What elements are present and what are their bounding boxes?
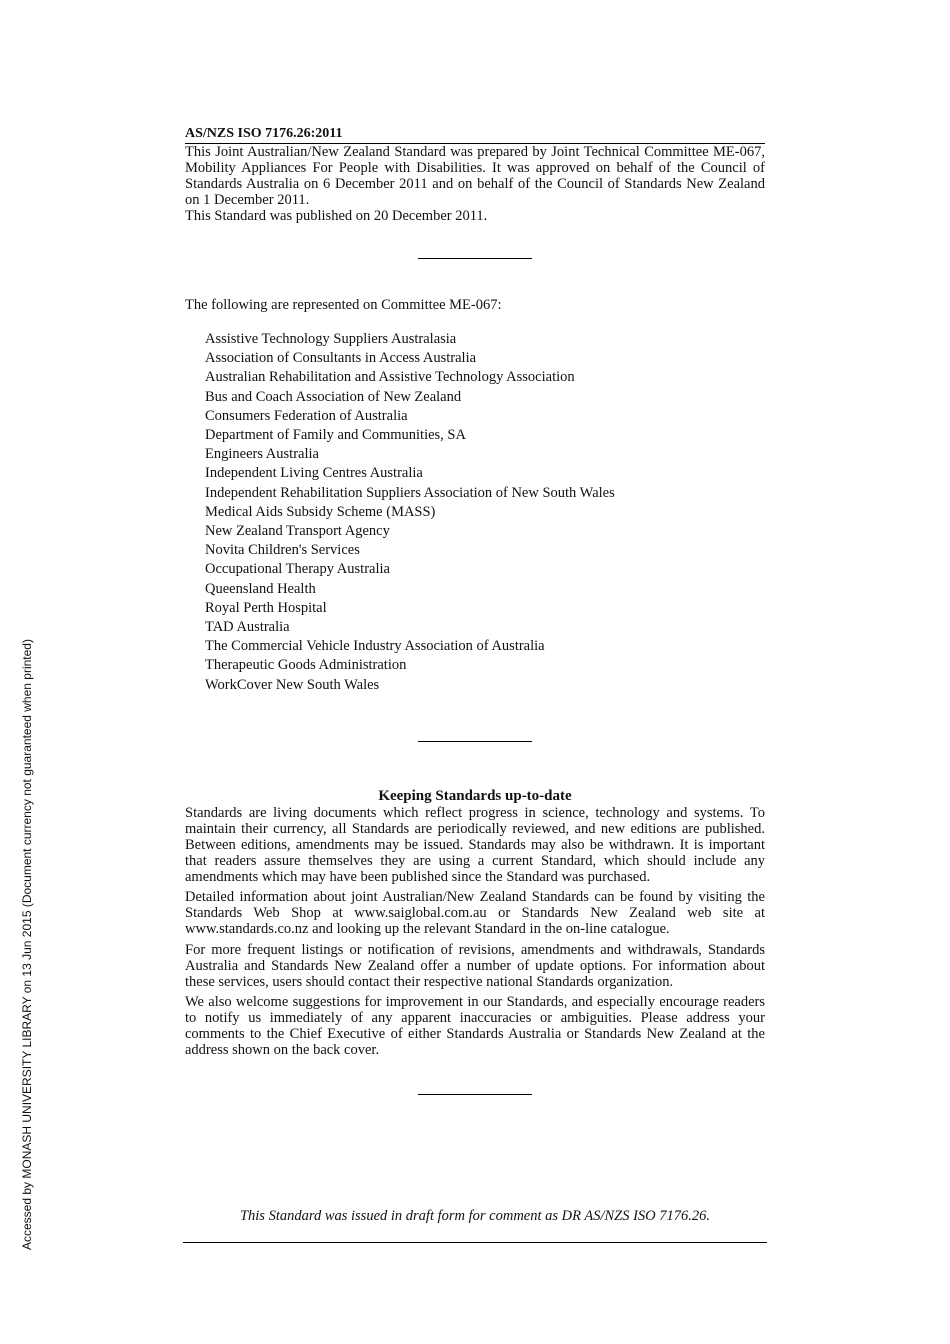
section-paragraph: For more frequent listings or notification of revisions, amendments and withdrawals, Standards Australia and Standards New Zealand offer a number of update options. For information about these services, users should contact their respective national Standards organization.: [185, 941, 765, 990]
committee-member: Consumers Federation of Australia: [205, 407, 408, 424]
section-paragraph: Standards are living documents which reflect progress in science, technology and systems. To maintain their currency, all Standards are periodically reviewed, and new editions are published. Between editions, amendments may be issued. Standards may also be withdrawn. It is important that readers assure themselves they are using a current Standard, which should include any amendments which may have been published since the Standard was purchased.: [185, 804, 765, 885]
committee-member: TAD Australia: [205, 619, 290, 636]
standard-id: AS/NZS ISO 7176.26:2011: [185, 126, 765, 144]
prepared-text: This Joint Australian/New Zealand Standard was prepared by Joint Technical Committee ME-067, Mobility Appliances For People with Disabilities. It was approved on behalf of the Council of Standards Australia on 6 December 2011 and on behalf of the Council of Standards New Zealand on 1 December 2011.: [185, 144, 765, 208]
committee-member: Assistive Technology Suppliers Australasia: [205, 331, 457, 347]
committee-member: Medical Aids Subsidy Scheme (MASS): [205, 503, 436, 520]
section-heading: Keeping Standards up-to-date: [378, 787, 572, 804]
bottom-rule: [183, 1242, 767, 1243]
committee-member: Department of Family and Communities, SA: [205, 427, 466, 444]
committee-member: Bus and Coach Association of New Zealand: [205, 388, 462, 405]
committee-member: Royal Perth Hospital: [205, 599, 327, 616]
keeping-paragraphs: [185, 805, 765, 1059]
committee-member: Independent Rehabilitation Suppliers Association of New South Wales: [205, 484, 615, 501]
committee-member: Independent Living Centres Australia: [205, 465, 423, 482]
page-content: [185, 126, 765, 1095]
committee-intro: The following are represented on Committee ME-067:: [185, 297, 502, 313]
committee-member: WorkCover New South Wales: [205, 676, 380, 693]
divider-rule: [418, 1094, 532, 1095]
committee-member: Australian Rehabilitation and Assistive Technology Association: [205, 369, 575, 386]
committee-member-list: [185, 330, 765, 695]
committee-member: Queensland Health: [205, 580, 316, 597]
access-watermark: Accessed by MONASH UNIVERSITY LIBRARY on 13 Jun 2015 (Document currency not guaranteed when printed): [20, 639, 34, 1250]
committee-member: Therapeutic Goods Administration: [205, 657, 407, 674]
committee-member: Occupational Therapy Australia: [205, 561, 390, 578]
committee-member: New Zealand Transport Agency: [205, 523, 390, 540]
section-paragraph: Detailed information about joint Australian/New Zealand Standards can be found by visiting the Standards Web Shop at www.saiglobal.com.au or Standards New Zealand web site at www.standards.co.nz and looking up the relevant Standard in the on-line catalogue.: [185, 889, 765, 938]
committee-member: Engineers Australia: [205, 446, 319, 463]
section-paragraph: We also welcome suggestions for improvement in our Standards, and especially encourage readers to notify us immediately of any apparent inaccuracies or ambiguities. Please address your comments to the Chief Executive of either Standards Australia or Standards New Zealand at the address shown on the back cover.: [185, 994, 765, 1059]
committee-member: Novita Children's Services: [205, 542, 360, 559]
committee-member: Association of Consultants in Access Australia: [205, 350, 477, 367]
divider-rule: [418, 258, 532, 259]
draft-note: This Standard was issued in draft form for comment as DR AS/NZS ISO 7176.26.: [239, 1208, 711, 1224]
published-text: This Standard was published on 20 December 2011.: [185, 208, 488, 224]
committee-member: The Commercial Vehicle Industry Association of Australia: [205, 638, 545, 655]
divider-rule: [418, 741, 532, 742]
